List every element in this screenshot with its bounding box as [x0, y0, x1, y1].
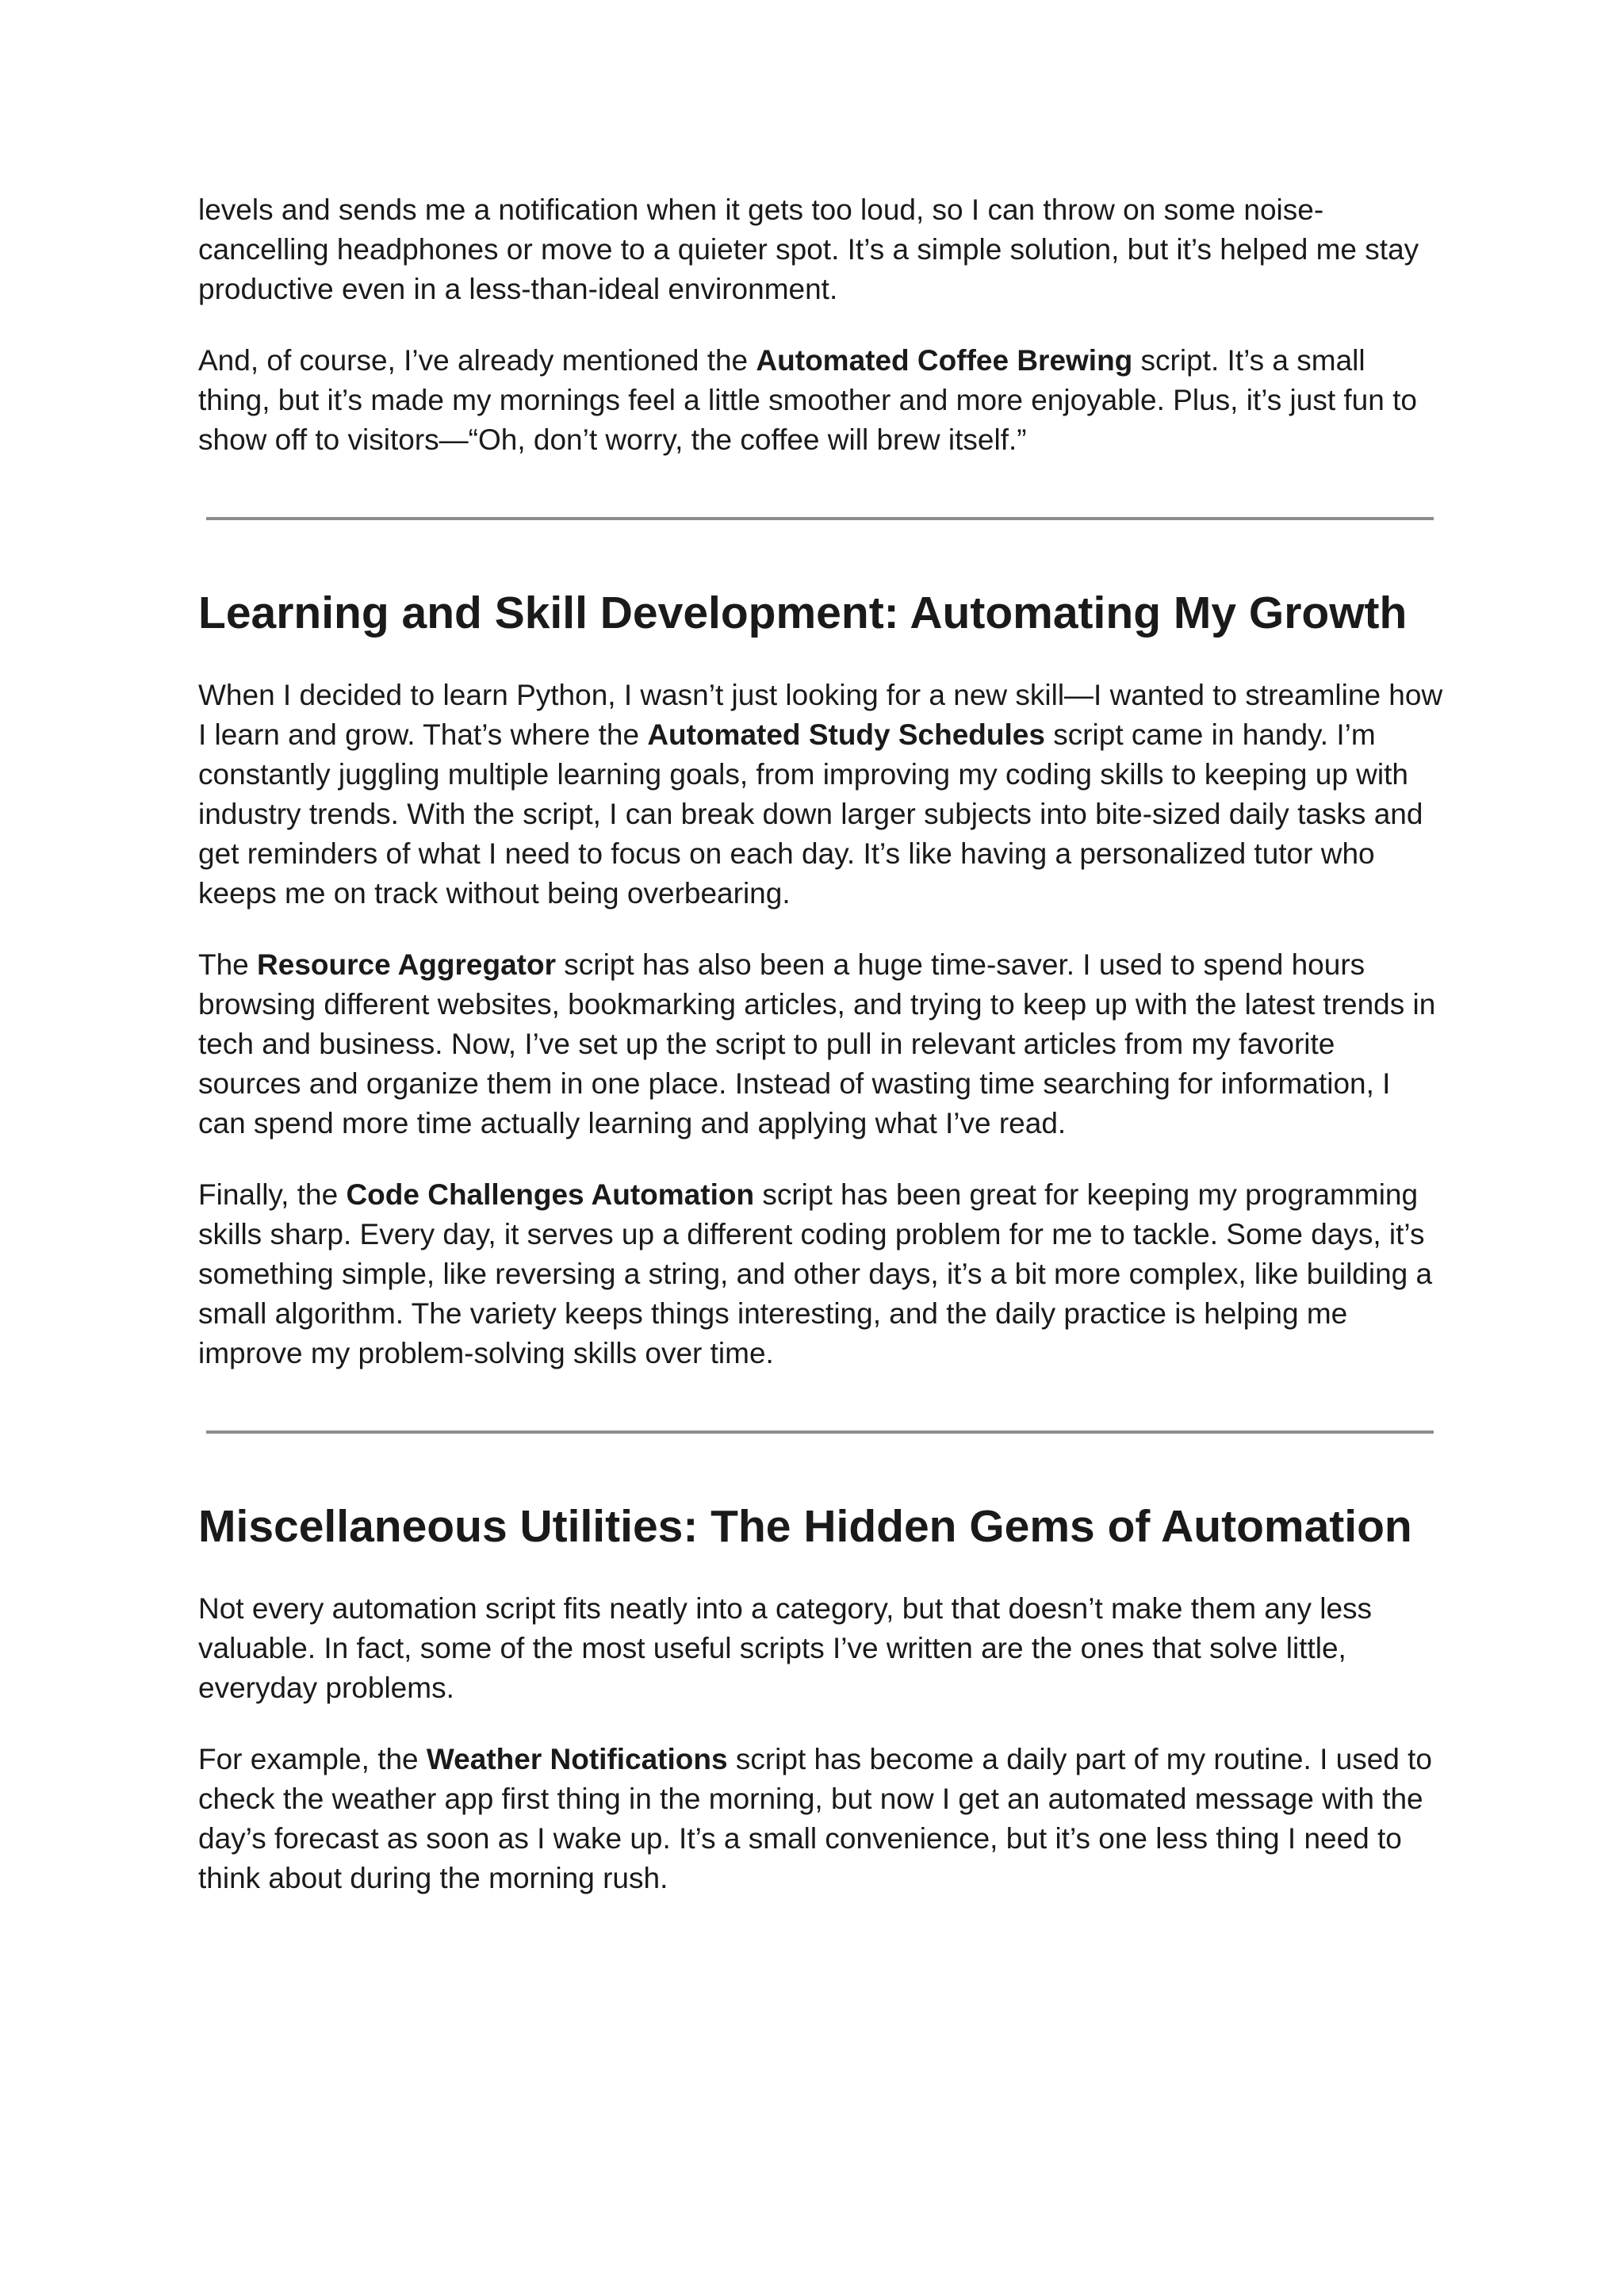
horizontal-divider — [206, 517, 1434, 520]
paragraph-text: script came in handy. I’m constantly juggling multiple learning goals, from improving my coding skills to keeping up with industry trends. With the script, I can break down larger subjects into bite-sized daily tasks and get reminders of what I need to focus on each day. It’s like having a personalized tutor who keeps me on track without being overbearing. — [198, 718, 1423, 910]
paragraph-text: And, of course, I’ve already mentioned the — [198, 344, 756, 377]
paragraph-text: The — [198, 948, 258, 981]
paragraph-text: script. It’s a small thing, but it’s made my mornings feel a little smoother and more enjoyable. Plus, it’s just fun to show off to visitors—“Oh, don’t worry, the coffee will brew itself.” — [198, 344, 1417, 456]
bold-term: Resource Aggregator — [257, 948, 556, 981]
paragraph-text: script has been great for keeping my programming skills sharp. Every day, it serves up a different coding problem for me to tackle. Some days, it’s something simple, like reversing a string, and other days, it’s a bit more complex, like building a small algorithm. The variety keeps things interesting, and the daily practice is helping me improve my problem-solving skills over time. — [198, 1178, 1433, 1369]
paragraph — [198, 1175, 1443, 1373]
section-heading: Learning and Skill Development: Automating My Growth — [198, 588, 1408, 638]
paragraph-text: Finally, the — [198, 1178, 347, 1211]
paragraph-text: levels and sends me a notification when it gets too loud, so I can throw on some noise-cancelling headphones or move to a quieter spot. It’s a simple solution, but it’s helped me stay productive even in a less-than-ideal environment. — [198, 193, 1419, 305]
paragraph-text: For example, the — [198, 1743, 427, 1775]
horizontal-divider — [206, 1430, 1434, 1434]
bold-term: Automated Coffee Brewing — [756, 344, 1133, 377]
paragraph-text: Not every automation script fits neatly into a category, but that doesn’t make them any less valuable. In fact, some of the most useful scripts I’ve written are the ones that solve little, everyday problems. — [198, 1592, 1373, 1704]
section-heading: Miscellaneous Utilities: The Hidden Gems of Automation — [198, 1501, 1412, 1552]
bold-term: Weather Notifications — [426, 1743, 728, 1775]
paragraph-text: When I decided to learn Python, I wasn’t just looking for a new skill—I wanted to streamline how I learn and grow. That’s where the — [198, 679, 1443, 751]
paragraph — [198, 676, 1443, 913]
paragraph-text: script has become a daily part of my routine. I used to check the weather app first thing in the morning, but now I get an automated message with the day’s forecast as soon as I wake up. It’s a small convenience, but it’s one less thing I need to think about during the morning rush. — [198, 1743, 1432, 1894]
paragraph — [198, 945, 1443, 1143]
paragraph — [198, 1589, 1443, 1708]
paragraph — [198, 190, 1443, 309]
document-page — [198, 190, 1443, 1930]
paragraph — [198, 1740, 1443, 1898]
bold-term: Code Challenges Automation — [346, 1178, 755, 1211]
bold-term: Automated Study Schedules — [647, 718, 1045, 751]
paragraph-text: script has also been a huge time-saver. I used to spend hours browsing different websites, bookmarking articles, and trying to keep up with the latest trends in tech and business. Now, I’ve set up the script to pull in relevant articles from my favorite sources and organize them in one place. Instead of wasting time searching for information, I can spend more time actually learning and applying what I’ve read. — [198, 948, 1436, 1139]
paragraph — [198, 341, 1443, 460]
